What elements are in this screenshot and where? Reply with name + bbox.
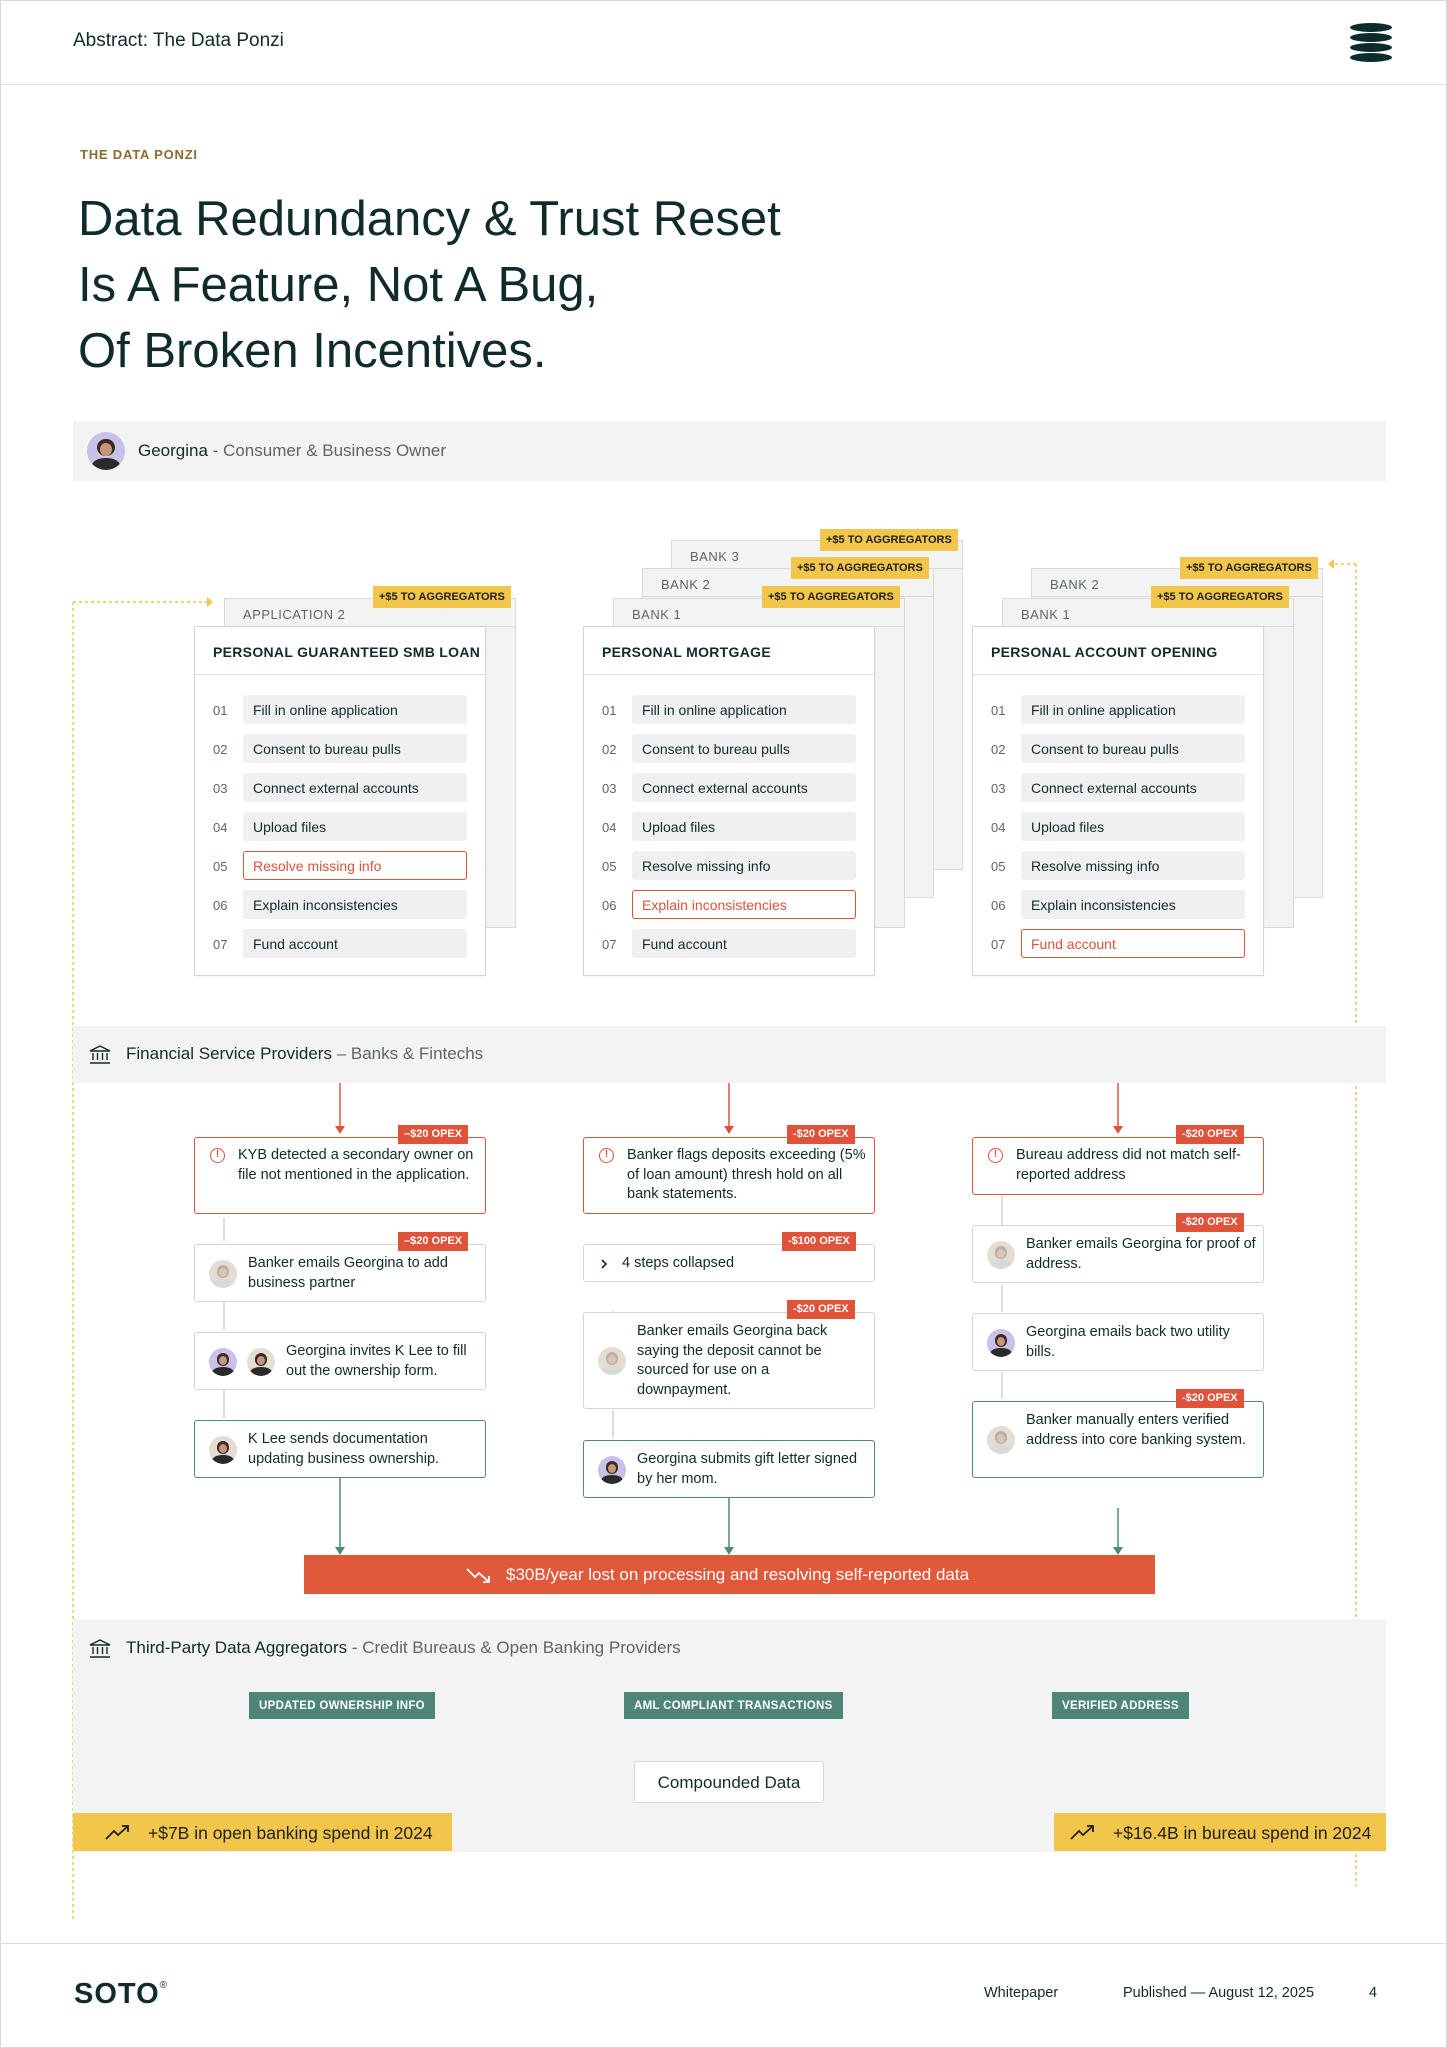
step-label: Consent to bureau pulls: [1021, 734, 1245, 763]
flow-step-card-resolved: [583, 1440, 875, 1498]
stack-tab: BANK 1: [613, 598, 905, 626]
opex-tag: –$20 OPEX: [398, 1232, 468, 1251]
data-tag-address: VERIFIED ADDRESS: [1052, 1692, 1189, 1719]
step-label: Resolve missing info: [1021, 851, 1245, 880]
aggregator-tag: +$5 TO AGGREGATORS: [820, 529, 958, 551]
step-row: 01 Fill in online application: [602, 695, 858, 724]
step-label: Connect external accounts: [243, 773, 467, 802]
banker-avatar: [209, 1260, 237, 1288]
step-row: 04 Upload files: [991, 812, 1247, 841]
data-tag-transactions: AML COMPLIANT TRANSACTIONS: [624, 1692, 843, 1719]
step-row: 01 Fill in online application: [213, 695, 469, 724]
k-lee-avatar: [209, 1436, 237, 1464]
card-title: PERSONAL ACCOUNT OPENING: [991, 644, 1218, 660]
alert-text: Bureau address did not match self-reported address: [1016, 1147, 1241, 1183]
deposit-alert-card: [583, 1137, 875, 1214]
persona-separator: -: [207, 441, 224, 460]
chevron-right-icon: [600, 1258, 608, 1270]
trend-down-icon: [466, 1566, 492, 1584]
opex-tag: -$20 OPEX: [787, 1125, 855, 1144]
flow-step-text: Banker manually enters verified address into core banking system.: [1026, 1412, 1247, 1448]
flow-step-text: 4 steps collapsed: [622, 1255, 735, 1271]
step-label: Consent to bureau pulls: [632, 734, 856, 763]
stack-tab: BANK 2: [642, 568, 934, 596]
headline-line: Is A Feature, Not A Bug,: [78, 258, 599, 312]
compounded-data-box: Compounded Data: [634, 1761, 824, 1803]
opex-tag: –$20 OPEX: [398, 1125, 468, 1144]
step-row: 03 Connect external accounts: [602, 773, 858, 802]
step-row: 05 Resolve missing info: [602, 851, 858, 880]
step-row: 07 Fund account: [602, 929, 858, 958]
brand-logo: [74, 1978, 168, 2011]
publish-date: Published — August 12, 2025: [1123, 1985, 1315, 2001]
step-label: Fund account: [1021, 929, 1245, 958]
application-card-mortgage: [583, 626, 875, 976]
document-type: Whitepaper: [984, 1985, 1059, 2001]
step-row: 04 Upload files: [602, 812, 858, 841]
step-label: Upload files: [1021, 812, 1245, 841]
aggregator-tag: +$5 TO AGGREGATORS: [762, 586, 900, 608]
flow-step-card: [583, 1312, 875, 1409]
providers-separator: –: [331, 1044, 351, 1063]
aggregator-tag: +$5 TO AGGREGATORS: [1180, 557, 1318, 579]
headline-line: Data Redundancy & Trust Reset: [78, 192, 781, 246]
card-title: PERSONAL MORTGAGE: [602, 644, 771, 660]
bank-icon: [89, 1045, 111, 1065]
trend-up-icon: [105, 1824, 131, 1842]
flow-step-card-resolved: [194, 1420, 486, 1478]
page-headline: [78, 186, 978, 384]
application-card-account-opening: [972, 626, 1264, 976]
address-alert-card: [972, 1137, 1264, 1195]
aggregator-tag: +$5 TO AGGREGATORS: [1151, 586, 1289, 608]
flow-step-card: [194, 1244, 486, 1302]
flow-step-text: K Lee sends documentation updating business ownership.: [248, 1431, 440, 1467]
step-label: Resolve missing info: [632, 851, 856, 880]
georgina-avatar: [87, 432, 125, 470]
footer-divider: [0, 1943, 1447, 1944]
flow-step-text: Banker emails Georgina back saying the deposit cannot be sourced for use on a downpayment.: [637, 1323, 828, 1398]
stack-tab: BANK 3: [671, 540, 963, 568]
banker-avatar: [987, 1426, 1015, 1454]
document-title: Abstract: The Data Ponzi: [73, 30, 284, 51]
aggregators-name: Third-Party Data Aggregators: [126, 1638, 348, 1657]
step-label: Fill in online application: [1021, 695, 1245, 724]
georgina-avatar: [209, 1348, 237, 1376]
step-row-highlighted: 06 Explain inconsistencies: [602, 890, 858, 919]
step-row: 06 Explain inconsistencies: [213, 890, 469, 919]
alert-circle-icon: !: [988, 1148, 1003, 1163]
step-row: 05 Resolve missing info: [991, 851, 1247, 880]
step-row: 04 Upload files: [213, 812, 469, 841]
opex-tag: -$20 OPEX: [787, 1300, 855, 1319]
step-row: 01 Fill in online application: [991, 695, 1247, 724]
flow-step-card: [972, 1313, 1264, 1371]
flow-step-card: [194, 1332, 486, 1390]
aggregators-desc: Credit Bureaus & Open Banking Providers: [362, 1638, 681, 1657]
step-row-highlighted: 05 Resolve missing info: [213, 851, 469, 880]
step-row: 06 Explain inconsistencies: [991, 890, 1247, 919]
providers-label: [126, 1044, 483, 1064]
alert-circle-icon: !: [210, 1148, 225, 1163]
step-row: 02 Consent to bureau pulls: [991, 734, 1247, 763]
step-row-highlighted: 07 Fund account: [991, 929, 1247, 958]
persona-label: [138, 441, 446, 461]
headline-line: Of Broken Incentives.: [78, 324, 547, 378]
step-label: Fund account: [243, 929, 467, 958]
flow-step-text: Banker emails Georgina to add business partner: [248, 1255, 448, 1291]
step-label: Explain inconsistencies: [243, 890, 467, 919]
flow-step-text: Georgina submits gift letter signed by her mom.: [637, 1451, 858, 1487]
opex-tag: -$100 OPEX: [782, 1232, 856, 1251]
georgina-avatar: [987, 1329, 1015, 1357]
georgina-avatar: [598, 1456, 626, 1484]
flow-step-text: Georgina emails back two utility bills.: [1026, 1324, 1230, 1360]
alert-text: Banker flags deposits exceeding (5% of loan amount) thresh hold on all bank statements.: [627, 1147, 866, 1202]
step-row: 03 Connect external accounts: [213, 773, 469, 802]
loss-banner-text: $30B/year lost on processing and resolving self-reported data: [506, 1565, 970, 1584]
step-row: 07 Fund account: [213, 929, 469, 958]
banker-avatar: [987, 1241, 1015, 1269]
flow-step-text: Banker emails Georgina for proof of address.: [1026, 1236, 1256, 1272]
stacked-discs-logo-icon: [1350, 22, 1392, 62]
section-eyebrow: THE DATA PONZI: [80, 147, 198, 162]
step-label: Resolve missing info: [243, 851, 467, 880]
data-tag-ownership: UPDATED OWNERSHIP INFO: [249, 1692, 435, 1719]
alert-circle-icon: !: [599, 1148, 614, 1163]
bureau-spend: [1054, 1813, 1386, 1851]
flow-step-text: Georgina invites K Lee to fill out the ownership form.: [286, 1343, 467, 1379]
trademark-symbol: ®: [159, 1980, 169, 1991]
open-banking-spend: [73, 1813, 452, 1851]
opex-tag: -$20 OPEX: [1176, 1213, 1244, 1232]
stack-tab: BANK 1: [1002, 598, 1294, 626]
persona-band: [73, 421, 1386, 481]
k-lee-avatar: [247, 1348, 275, 1376]
step-row: 03 Connect external accounts: [991, 773, 1247, 802]
kyb-alert-card: [194, 1137, 486, 1214]
flow-step-card: [972, 1225, 1264, 1283]
stack-tab: BANK 2: [1031, 568, 1323, 596]
card-title: PERSONAL GUARANTEED SMB LOAN: [213, 644, 481, 660]
persona-role: Consumer & Business Owner: [223, 441, 447, 460]
step-label: Explain inconsistencies: [1021, 890, 1245, 919]
step-label: Consent to bureau pulls: [243, 734, 467, 763]
step-label: Connect external accounts: [632, 773, 856, 802]
header-divider: [0, 84, 1447, 85]
step-label: Explain inconsistencies: [632, 890, 856, 919]
providers-name: Financial Service Providers: [126, 1044, 332, 1063]
page-number: 4: [1369, 1985, 1378, 2001]
trend-up-icon: [1070, 1824, 1096, 1842]
persona-name: Georgina: [138, 441, 208, 460]
providers-desc: Banks & Fintechs: [350, 1044, 484, 1063]
alert-text: KYB detected a secondary owner on file not mentioned in the application.: [238, 1147, 474, 1183]
banker-avatar: [598, 1347, 626, 1375]
application-card-smb-loan: [194, 626, 486, 976]
step-label: Connect external accounts: [1021, 773, 1245, 802]
step-label: Upload files: [632, 812, 856, 841]
bank-icon: [89, 1639, 111, 1659]
step-label: Upload files: [243, 812, 467, 841]
providers-band: [73, 1026, 1386, 1083]
aggregators-separator: -: [347, 1638, 363, 1657]
aggregators-label: [126, 1638, 681, 1658]
bureau-spend-text: +$16.4B in bureau spend in 2024: [1113, 1823, 1372, 1843]
step-label: Fill in online application: [243, 695, 467, 724]
brand-name: SOTO: [74, 1978, 160, 2010]
step-label: Fund account: [632, 929, 856, 958]
opex-tag: -$20 OPEX: [1176, 1389, 1244, 1408]
step-label: Fill in online application: [632, 695, 856, 724]
step-row: 02 Consent to bureau pulls: [213, 734, 469, 763]
opex-tag: -$20 OPEX: [1176, 1125, 1244, 1144]
loss-banner: [304, 1555, 1155, 1594]
step-row: 02 Consent to bureau pulls: [602, 734, 858, 763]
stack-tab: APPLICATION 2: [224, 598, 516, 626]
flow-step-card-resolved: [972, 1401, 1264, 1478]
open-banking-spend-text: +$7B in open banking spend in 2024: [148, 1823, 433, 1843]
aggregator-tag: +$5 TO AGGREGATORS: [373, 586, 511, 608]
aggregator-tag: +$5 TO AGGREGATORS: [791, 557, 929, 579]
